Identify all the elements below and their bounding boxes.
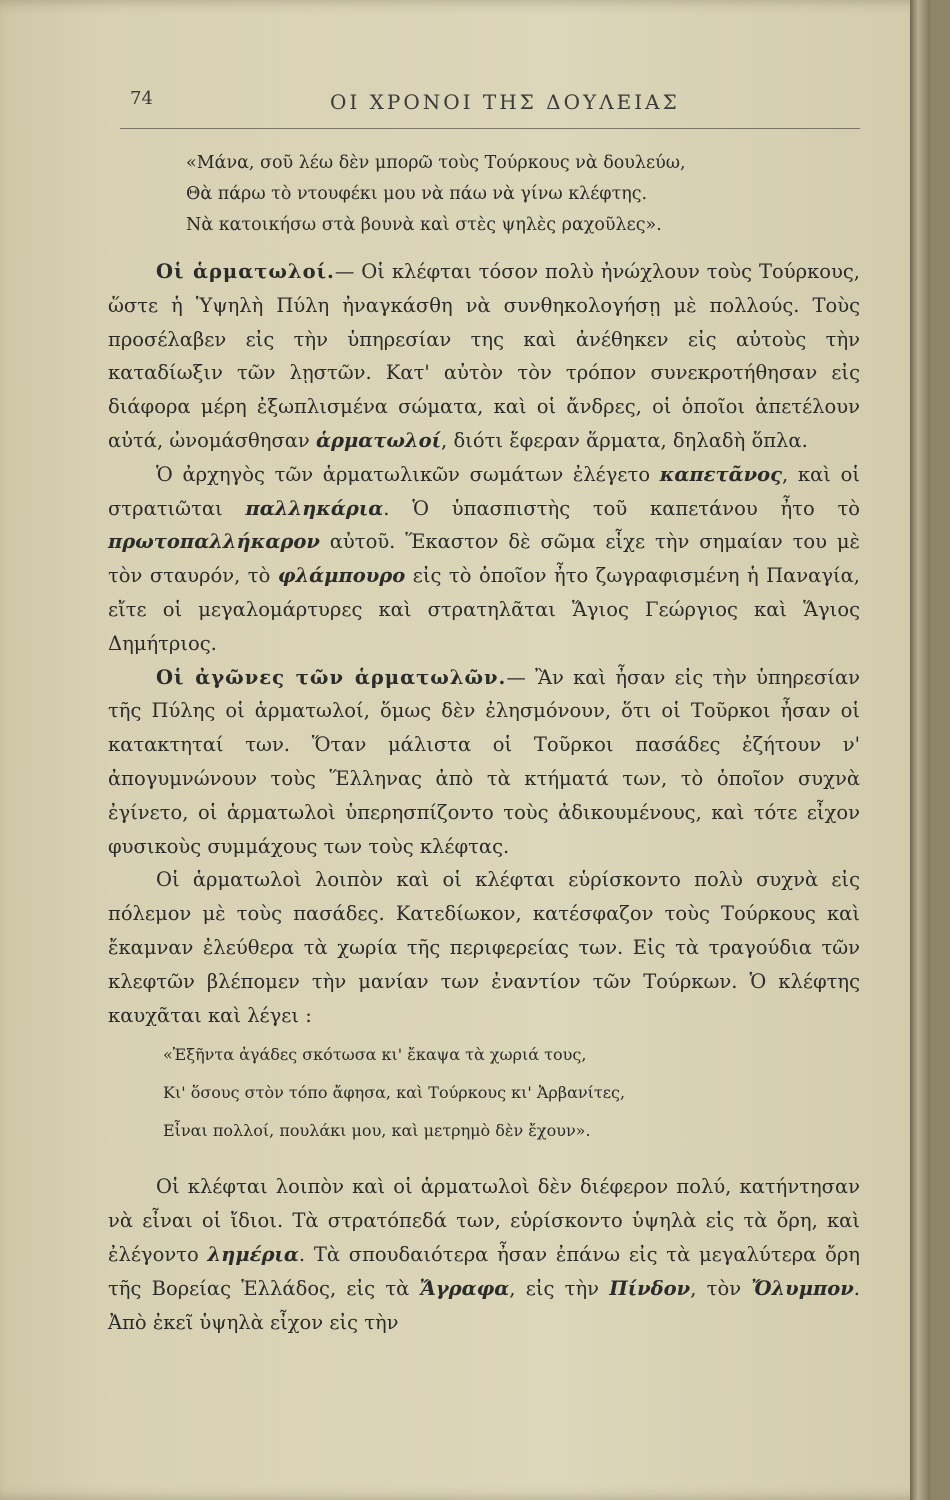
text-run: , καὶ οἱ στρατιῶται: [108, 462, 860, 520]
text-run: Ὁ ἀρχηγὸς τῶν ἁρματωλικῶν σωμάτων ἐλέγετο: [156, 462, 660, 486]
paragraph-struggles: [108, 661, 860, 864]
text-run: , διότι ἔφεραν ἅρματα, δηλαδὴ ὅπλα.: [441, 428, 808, 452]
page-number: 74: [130, 88, 153, 109]
paragraph-wars: Οἱ ἁρματωλοὶ λοιπὸν καὶ οἱ κλέφται εὑρίσκοντο πολὺ συχνὰ εἰς πόλεμον μὲ τοὺς πασάδες. Κατεδίωκον, κατέσφαζον τοὺς Τούρκους καὶ ἔκαμναν ἐλεύθερα τὰ χωρία τῆς περιφερείας των. Εἰς τὰ τραγούδια τῶν κλεφτῶν βλέπομεν τὴν μανίαν των ἐναντίον τῶν Τούρκων. Ὁ κλέφτης καυχᾶται καὶ λέγει :: [108, 868, 860, 1027]
running-title: ΟΙ ΧΡΟΝΟΙ ΤΗΣ ΔΟΥΛΕΙΑΣ: [330, 90, 680, 114]
text-run: . Ἀπὸ ἐκεῖ ὑψηλὰ εἶχον εἰς τὴν: [108, 1276, 860, 1334]
text-run: Οἱ κλέφται λοιπὸν καὶ οἱ ἁρματωλοὶ δὲν διέφερον πολύ, κατήντησαν νὰ εἶναι οἱ ἴδιοι. Τὰ στρατόπεδά των, εὑρίσκοντο ὑψηλὰ εἰς τὰ ὄρη, καὶ ἐλέγοντο: [108, 1175, 860, 1266]
text-run: — Ἂν καὶ ἦσαν εἰς τὴν ὑπηρεσίαν τῆς Πύλης οἱ ἁρματωλοί, ὅμως δὲν ἐλησμόνουν, ὅτι οἱ Τοῦρκοι ἦσαν οἱ κατακτηταί των. Ὅταν μάλιστα οἱ Τοῦρκοι πασάδες ἐζήτουν ν' ἀπογυμνώνουν τοὺς Ἕλληνας ἀπὸ τὰ κτήματά των, τὸ ὁποῖον συχνὰ ἐγίνετο, οἱ ἁρματωλοὶ ὑπερησπίζοντο τοὺς ἀδικουμένους, καὶ τότε εἶχον φυσικοὺς συμμάχους των τοὺς κλέφτας.: [108, 665, 860, 858]
verse-line: «Ἑξῆντα ἀγάδες σκότωσα κι' ἔκαψα τὰ χωριά τους,: [163, 1045, 587, 1065]
verse-line: «Μάνα, σοῦ λέω δὲν μπορῶ τοὺς Τούρκους νὰ δουλεύω,: [186, 153, 686, 173]
header-rule: [120, 128, 860, 129]
text-run: . Τὰ σπουδαιότερα ἦσαν ἐπάνω εἰς τὰ μεγαλύτερα ὄρη τῆς Βορείας Ἑλλάδος, εἰς τὰ: [108, 1242, 860, 1300]
spacer: [108, 1146, 860, 1170]
verse-line: Θὰ πάρω τὸ ντουφέκι μου νὰ πάω νὰ γίνω κλέφτης.: [186, 184, 648, 204]
section-heading-armatoloi: Οἱ ἁρματωλοί.: [156, 260, 335, 283]
text-run: , τὸν: [690, 1276, 752, 1300]
text-run: εἰς τὸ ὁποῖον ἦτο ζωγραφισμένη ἡ Παναγία, εἴτε οἱ μεγαλομάρτυρες καὶ στρατηλᾶται Ἅγιος Γεώργιος καὶ Ἅγιος Δημήτριος.: [108, 564, 861, 655]
paragraph-captains: [108, 458, 860, 661]
emphasis-term: Ἄγραφα: [419, 1276, 510, 1300]
verse-line: Εἶναι πολλοί, πουλάκι μου, καὶ μετρημὸ δὲν ἔχουν».: [163, 1121, 591, 1141]
spacer: [108, 241, 860, 255]
emphasis-term: πρωτοπαλλήκαρον: [108, 530, 320, 554]
text-run: , εἰς τὴν: [509, 1276, 610, 1300]
verse-line: Νὰ κατοικήσω στὰ βουνὰ καὶ στὲς ψηλὲς ραχοῦλες».: [186, 215, 662, 235]
emphasis-term: Πίνδον: [609, 1276, 691, 1300]
text-run: . Ὁ ὑπασπιστὴς τοῦ καπετάνου ἦτο τὸ: [383, 496, 860, 520]
verse-line: Κι' ὅσους στὸν τόπο ἄφησα, καὶ Τούρκους κι' Ἀρβανίτες,: [163, 1083, 626, 1103]
page-header: [120, 88, 870, 128]
text-run: — Οἱ κλέφται τόσον πολὺ ἠνώχλουν τοὺς Τούρκους, ὥστε ἡ Ὑψηλὴ Πύλη ἠναγκάσθη νὰ συνθηκολογήσῃ μὲ πολλούς. Τοὺς προσέλαβεν εἰς τὴν ὑπηρεσίαν της καὶ ἀνέθηκεν εἰς αὐτοὺς τὴν καταδίωξιν τῶν λῃστῶν. Κατ' αὐτὸν τὸν τρόπον συνεκροτήθησαν εἰς διάφορα μέρη ἐξωπλισμένα σώματα, καὶ οἱ ἄνδρες, οἱ ὁποῖοι ἀπετέλουν αὐτά, ὠνομάσθησαν: [108, 260, 860, 452]
emphasis-term: παλληκάρια: [245, 496, 384, 520]
text-run: αὐτοῦ. Ἕκαστον δὲ σῶμα εἶχε τὴν σημαίαν του μὲ τὸν σταυρόν, τὸ: [108, 530, 860, 588]
page-edge: [910, 0, 930, 1500]
emphasis-term: φλάμπουρο: [277, 564, 406, 588]
emphasis-term: ἁρματωλοί: [315, 428, 442, 452]
emphasis-term: λημέρια: [207, 1242, 299, 1266]
emphasis-term: καπετᾶνος: [659, 462, 783, 486]
paragraph-armatoloi: [108, 255, 860, 458]
emphasis-term: Ὄλυμπον: [751, 1276, 854, 1300]
body-text: [108, 148, 860, 1339]
section-heading-struggles: Οἱ ἀγῶνες τῶν ἁρματωλῶν.: [156, 665, 507, 689]
paragraph-lemeria: [108, 1170, 860, 1339]
